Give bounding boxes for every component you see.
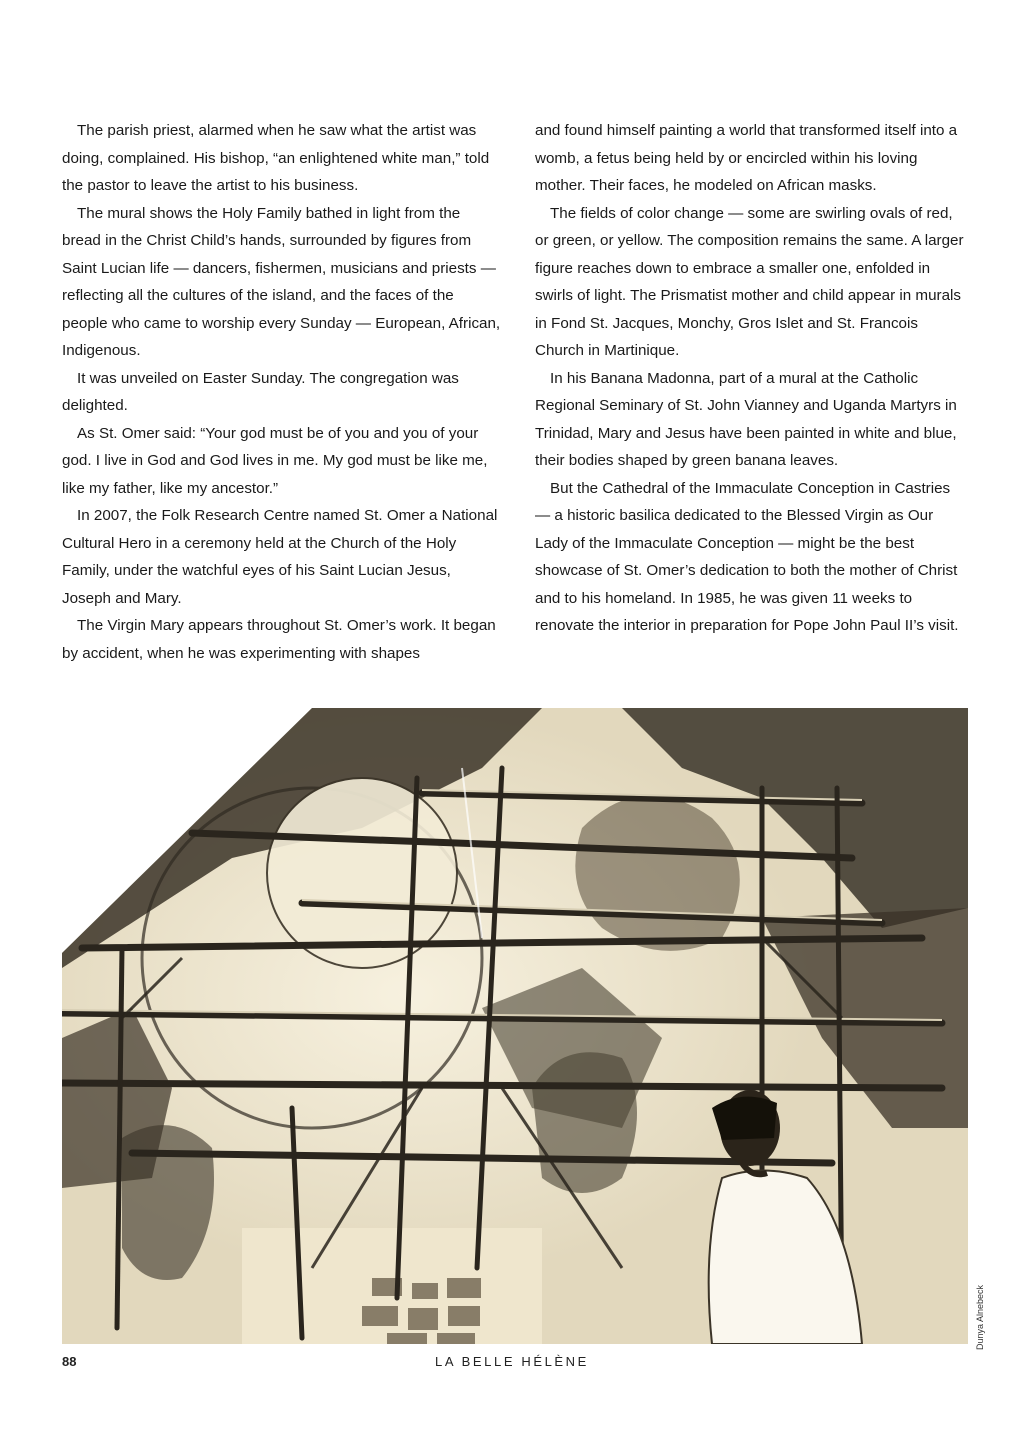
- photo-credit: Dunya Alnebeck: [975, 1284, 985, 1350]
- left-text-column: [62, 117, 502, 667]
- right-text-column: [535, 117, 967, 640]
- paragraph: The mural shows the Holy Family bathed in light from the bread in the Christ Child’s hands, surrounded by figures from Saint Lucian life — dancers, fishermen, musicians and priests — reflecting all the cultures of the island, and the faces of the people who came to worship every Sunday — European, African, Indigenous.: [62, 204, 501, 359]
- paragraph: The parish priest, alarmed when he saw what the artist was doing, complained. His bishop, “an enlightened white man,” told the pastor to leave the artist to his business.: [62, 122, 490, 194]
- paragraph: It was unveiled on Easter Sunday. The congregation was delighted.: [62, 369, 459, 414]
- paragraph: The fields of color change — some are swirling ovals of red, or green, or yellow. The composition remains the same. A larger figure reaches down to embrace a smaller one, enfolded in swirls of light. The Prismatist mother and child appear in murals in Fond St. Jacques, Monchy, Gros Islet and St. Francois Church in Martinique.: [535, 204, 964, 359]
- paragraph: As St. Omer said: “Your god must be of you and you of your god. I live in God and God lives in me. My god must be like me, like my father, like my ancestor.”: [62, 424, 488, 497]
- paragraph: But the Cathedral of the Immaculate Conception in Castries — a historic basilica dedicated to the Blessed Virgin as Our Lady of the Immaculate Conception — might be the best showcase of St. Omer’s dedication to both the mother of Christ and to his homeland. In 1985, he was given 11 weeks to renovate the interior in preparation for Pope John Paul II’s visit.: [535, 479, 959, 634]
- paragraph: In 2007, the Folk Research Centre named St. Omer a National Cultural Hero in a ceremony held at the Church of the Holy Family, under the watchful eyes of his Saint Lucian Jesus, Joseph and Mary.: [62, 507, 498, 607]
- page-number: 88: [62, 1354, 77, 1369]
- magazine-name: LA BELLE HÉLÈNE: [435, 1354, 589, 1369]
- paragraph: The Virgin Mary appears throughout St. Omer’s work. It began by accident, when he was experimenting with shapes: [62, 617, 496, 662]
- mural-scaffolding-photo: [62, 708, 968, 1344]
- paragraph: and found himself painting a world that transformed itself into a womb, a fetus being held by or encircled within his loving mother. Their faces, he modeled on African masks.: [535, 122, 958, 194]
- paragraph: In his Banana Madonna, part of a mural at the Catholic Regional Seminary of St. John Vianney and Uganda Martyrs in Trinidad, Mary and Jesus have been painted in white and blue, their bodies shaped by green banana leaves.: [535, 369, 957, 469]
